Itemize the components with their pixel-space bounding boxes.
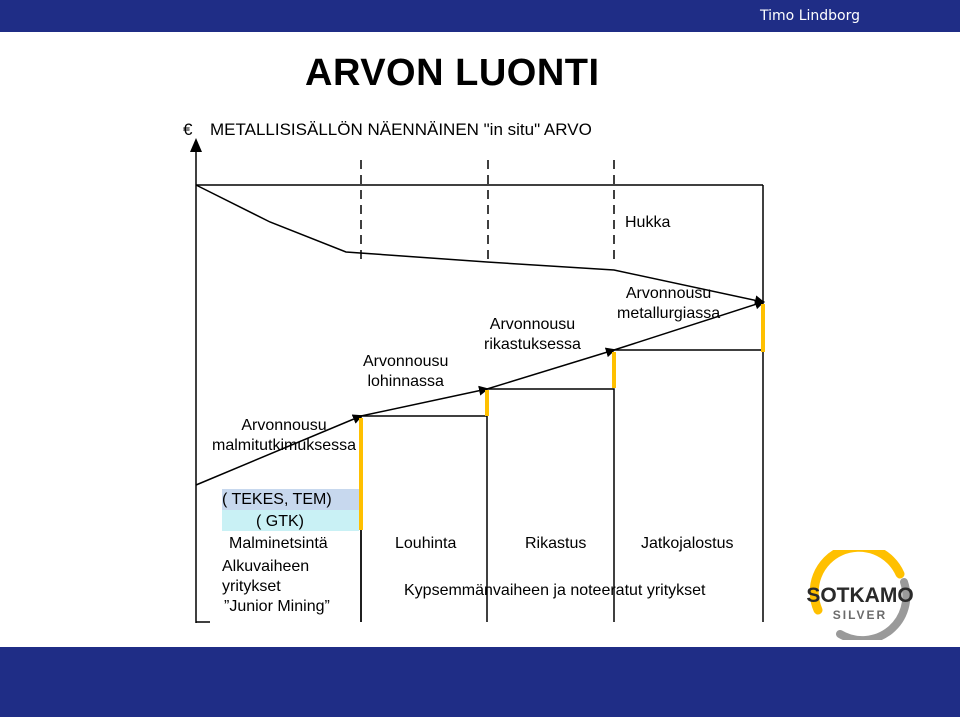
stage-label-line: Arvonnousu [489, 316, 576, 333]
phase-mining: Louhinta [395, 535, 457, 552]
early-stage-line: Alkuvaiheen [222, 558, 310, 575]
phase-refining: Jatkojalostus [641, 535, 734, 552]
rise-arrow-3 [487, 350, 614, 389]
stage-label-line: metallurgiassa [617, 305, 721, 322]
stage-label-line: Arvonnousu [625, 285, 712, 302]
slide-subtitle: METALLISISÄLLÖN NÄENNÄINEN "in situ" ARVO [210, 120, 592, 139]
stage-label-line: Arvonnousu [363, 353, 449, 370]
euro-bullet-icon: € [183, 120, 193, 139]
funding-label-gtk: ( GTK) [256, 513, 304, 530]
stage-label-exploration [212, 416, 356, 456]
early-stage-line: ”Junior Mining” [224, 598, 330, 615]
phase-concentration: Rikastus [525, 535, 587, 552]
svg-text:SOTKAMO: SOTKAMO [806, 584, 914, 607]
loss-label: Hukka [625, 214, 671, 231]
axis-arrow-icon [190, 138, 202, 152]
early-stage-companies [222, 557, 330, 617]
stage-label-line: Arvonnousu [241, 417, 327, 434]
author-name: Timo Lindborg [760, 8, 860, 24]
stage-label-line: rikastuksessa [484, 336, 581, 353]
bottom-banner [0, 647, 960, 717]
late-stage-companies: Kypsemmänvaiheen ja noteeratut yritykset [404, 582, 706, 599]
svg-text:SILVER: SILVER [832, 608, 888, 622]
funding-label-tekes: ( TEKES, TEM) [222, 491, 332, 508]
slide-title: ARVON LUONTI [305, 52, 600, 94]
stage-label-metallurgy [617, 284, 720, 324]
stage-label-line: lohinnassa [367, 373, 444, 390]
early-stage-line: yritykset [222, 578, 281, 595]
stage-label-concentration [484, 315, 581, 355]
phase-exploration: Malminetsintä [229, 535, 328, 552]
stage-label-mining [363, 352, 448, 392]
stage-label-line: malmitutkimuksessa [212, 437, 357, 454]
rise-arrow-2 [361, 389, 487, 416]
sotkamo-silver-logo [800, 550, 920, 640]
